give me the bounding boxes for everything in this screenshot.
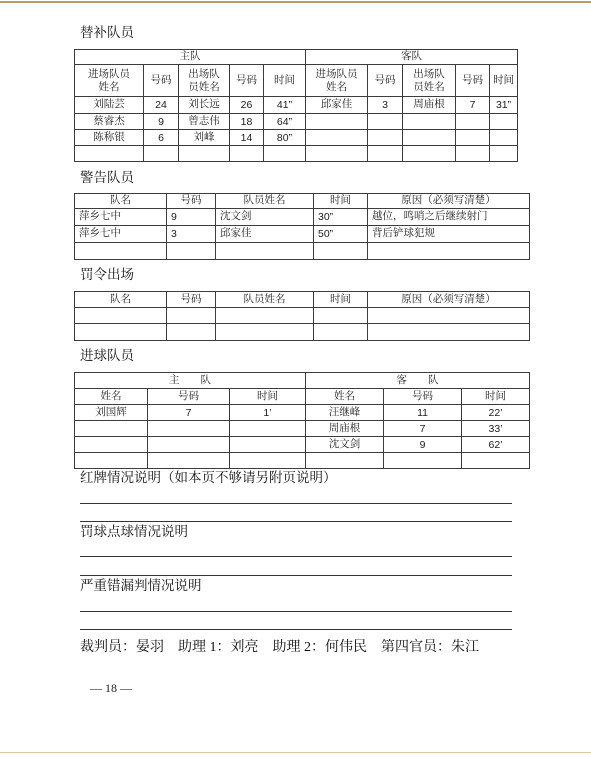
away-sub-time (490, 114, 518, 130)
table-row (75, 65, 518, 97)
table-row (75, 453, 530, 469)
column-header: 队名 (75, 292, 167, 308)
home-goal-number (148, 421, 230, 437)
sending-offs-heading: 罚令出场 (80, 267, 134, 282)
caution-reason: 越位，鸣哨之后继续射门 (368, 209, 530, 226)
away-goal-time (462, 453, 530, 469)
away-in-player: 邱家佳 (306, 97, 368, 114)
major-error-notes-label: 严重错漏判情况说明 (80, 578, 202, 593)
sendoff-reason (368, 308, 530, 324)
column-header (75, 65, 144, 97)
table-row (75, 209, 530, 226)
home-sub-time (264, 146, 306, 162)
column-header: 原因（必须写清楚） (368, 292, 530, 308)
home-out-player (179, 146, 230, 162)
home-out-player: 刘峰 (179, 130, 230, 146)
column-header: 号码 (167, 292, 216, 308)
home-in-player: 陈称银 (75, 130, 144, 146)
away-goal-time: 22’ (462, 405, 530, 421)
home-in-number (144, 146, 179, 162)
red-card-notes-label: 红牌情况说明（如本页不够请另附页说明） (80, 470, 337, 485)
column-header: 原因（必须写清楚） (368, 194, 530, 209)
column-header (306, 65, 368, 97)
caution-player: 邱家佳 (216, 226, 314, 243)
caution-number: 9 (167, 209, 216, 226)
caution-time: 50” (314, 226, 368, 243)
table-row (75, 97, 518, 114)
write-in-line (80, 575, 512, 576)
sendoff-player (216, 308, 314, 324)
sendoff-time (314, 324, 368, 341)
column-header: 时间 (314, 194, 368, 209)
home-in-player (75, 146, 144, 162)
column-header (403, 65, 456, 97)
caution-team (75, 243, 167, 260)
column-header: 姓名 (306, 389, 384, 405)
away-sub-time (490, 146, 518, 162)
column-header: 时间 (314, 292, 368, 308)
home-in-number: 9 (144, 114, 179, 130)
away-scorer: 周庙根 (306, 421, 384, 437)
home-out-player: 曾志伟 (179, 114, 230, 130)
column-header: 队员姓名 (216, 292, 314, 308)
write-in-line (80, 611, 512, 612)
away-goal-time: 62’ (462, 437, 530, 453)
substitutes-table (74, 49, 518, 162)
goals-heading: 进球队员 (80, 348, 134, 363)
table-row (75, 50, 518, 65)
column-header-label: 出场队员姓名 (413, 68, 445, 93)
table-row (75, 292, 530, 308)
column-header: 号码 (456, 65, 490, 97)
column-header: 姓名 (75, 389, 148, 405)
column-header: 队名 (75, 194, 167, 209)
table-row (75, 146, 518, 162)
officials-line: 裁判员：晏羽 助理 1：刘亮 助理 2：何伟民 第四官员：朱江 (80, 640, 479, 655)
top-rule (0, 1, 591, 3)
away-out-player (403, 114, 456, 130)
home-out-number: 18 (230, 114, 264, 130)
away-out-player: 周庙根 (403, 97, 456, 114)
table-row (75, 130, 518, 146)
table-row (75, 308, 530, 324)
sendoff-time (314, 308, 368, 324)
write-in-line (80, 521, 512, 522)
home-sub-time: 64” (264, 114, 306, 130)
table-row (75, 243, 530, 260)
column-header: 号码 (148, 389, 230, 405)
away-out-number (456, 130, 490, 146)
bottom-rule (0, 752, 591, 753)
home-goal-number (148, 437, 230, 453)
goals-table (74, 372, 530, 469)
home-goal-number: 7 (148, 405, 230, 421)
home-in-number: 24 (144, 97, 179, 114)
home-goal-time (230, 437, 306, 453)
away-in-number: 3 (368, 97, 403, 114)
cautions-table (74, 193, 530, 260)
table-row (75, 437, 530, 453)
home-goal-number (148, 453, 230, 469)
page-number: — 18 — (90, 681, 132, 695)
away-in-number (368, 146, 403, 162)
away-out-player (403, 146, 456, 162)
away-goal-number (384, 453, 462, 469)
away-in-player (306, 114, 368, 130)
write-in-line (80, 629, 512, 630)
away-out-number (456, 146, 490, 162)
home-team-header: 主 队 (75, 373, 306, 389)
caution-player (216, 243, 314, 260)
table-row (75, 324, 530, 341)
home-out-player: 刘长远 (179, 97, 230, 114)
caution-team: 萍乡七中 (75, 226, 167, 243)
home-sub-time: 80” (264, 130, 306, 146)
caution-number (167, 243, 216, 260)
caution-time: 30” (314, 209, 368, 226)
away-out-player (403, 130, 456, 146)
table-row (75, 421, 530, 437)
home-out-number: 14 (230, 130, 264, 146)
away-in-player (306, 130, 368, 146)
column-header: 队员姓名 (216, 194, 314, 209)
away-scorer: 沈文剑 (306, 437, 384, 453)
away-in-number (368, 130, 403, 146)
caution-reason: 背后铲球犯规 (368, 226, 530, 243)
home-sub-time: 41” (264, 97, 306, 114)
sendoff-reason (368, 324, 530, 341)
sendoff-player (216, 324, 314, 341)
home-in-player: 刘陆芸 (75, 97, 144, 114)
column-header: 时间 (230, 389, 306, 405)
away-out-number: 7 (456, 97, 490, 114)
substitutes-heading: 替补队员 (80, 25, 134, 40)
sending-offs-table (74, 291, 530, 341)
column-header-label: 进场队员姓名 (315, 68, 358, 93)
home-scorer (75, 421, 148, 437)
sendoff-number (167, 324, 216, 341)
column-header-label: 进场队员姓名 (87, 68, 130, 93)
away-sub-time (490, 130, 518, 146)
column-header: 时间 (264, 65, 306, 97)
away-sub-time: 31” (490, 97, 518, 114)
table-row (75, 226, 530, 243)
home-out-number: 26 (230, 97, 264, 114)
home-in-player: 蔡睿杰 (75, 114, 144, 130)
cautions-heading: 警告队员 (80, 170, 134, 185)
sendoff-team (75, 324, 167, 341)
caution-team: 萍乡七中 (75, 209, 167, 226)
home-goal-time (230, 453, 306, 469)
home-in-number: 6 (144, 130, 179, 146)
away-scorer: 汪继峰 (306, 405, 384, 421)
away-out-number (456, 114, 490, 130)
sendoff-team (75, 308, 167, 324)
column-header: 号码 (230, 65, 264, 97)
write-in-line (80, 556, 512, 557)
table-row (75, 389, 530, 405)
caution-reason (368, 243, 530, 260)
home-scorer (75, 453, 148, 469)
sendoff-number (167, 308, 216, 324)
home-goal-time: 1’ (230, 405, 306, 421)
column-header-label: 出场队员姓名 (188, 68, 220, 93)
away-in-player (306, 146, 368, 162)
away-goal-number: 11 (384, 405, 462, 421)
table-row (75, 405, 530, 421)
home-scorer: 刘国辉 (75, 405, 148, 421)
away-team-header: 客队 (306, 50, 518, 65)
home-scorer (75, 437, 148, 453)
column-header: 时间 (490, 65, 518, 97)
write-in-line (80, 503, 512, 504)
away-in-number (368, 114, 403, 130)
table-row (75, 194, 530, 209)
column-header: 时间 (462, 389, 530, 405)
column-header: 号码 (144, 65, 179, 97)
away-team-header: 客 队 (306, 373, 530, 389)
column-header: 号码 (384, 389, 462, 405)
home-team-header: 主队 (75, 50, 306, 65)
away-goal-time: 33’ (462, 421, 530, 437)
column-header: 号码 (368, 65, 403, 97)
penalty-notes-label: 罚球点球情况说明 (80, 524, 188, 539)
away-goal-number: 9 (384, 437, 462, 453)
table-row (75, 373, 530, 389)
caution-number: 3 (167, 226, 216, 243)
caution-time (314, 243, 368, 260)
away-scorer (306, 453, 384, 469)
column-header (179, 65, 230, 97)
home-out-number (230, 146, 264, 162)
caution-player: 沈文剑 (216, 209, 314, 226)
home-goal-time (230, 421, 306, 437)
column-header: 号码 (167, 194, 216, 209)
away-goal-number: 7 (384, 421, 462, 437)
table-row (75, 114, 518, 130)
